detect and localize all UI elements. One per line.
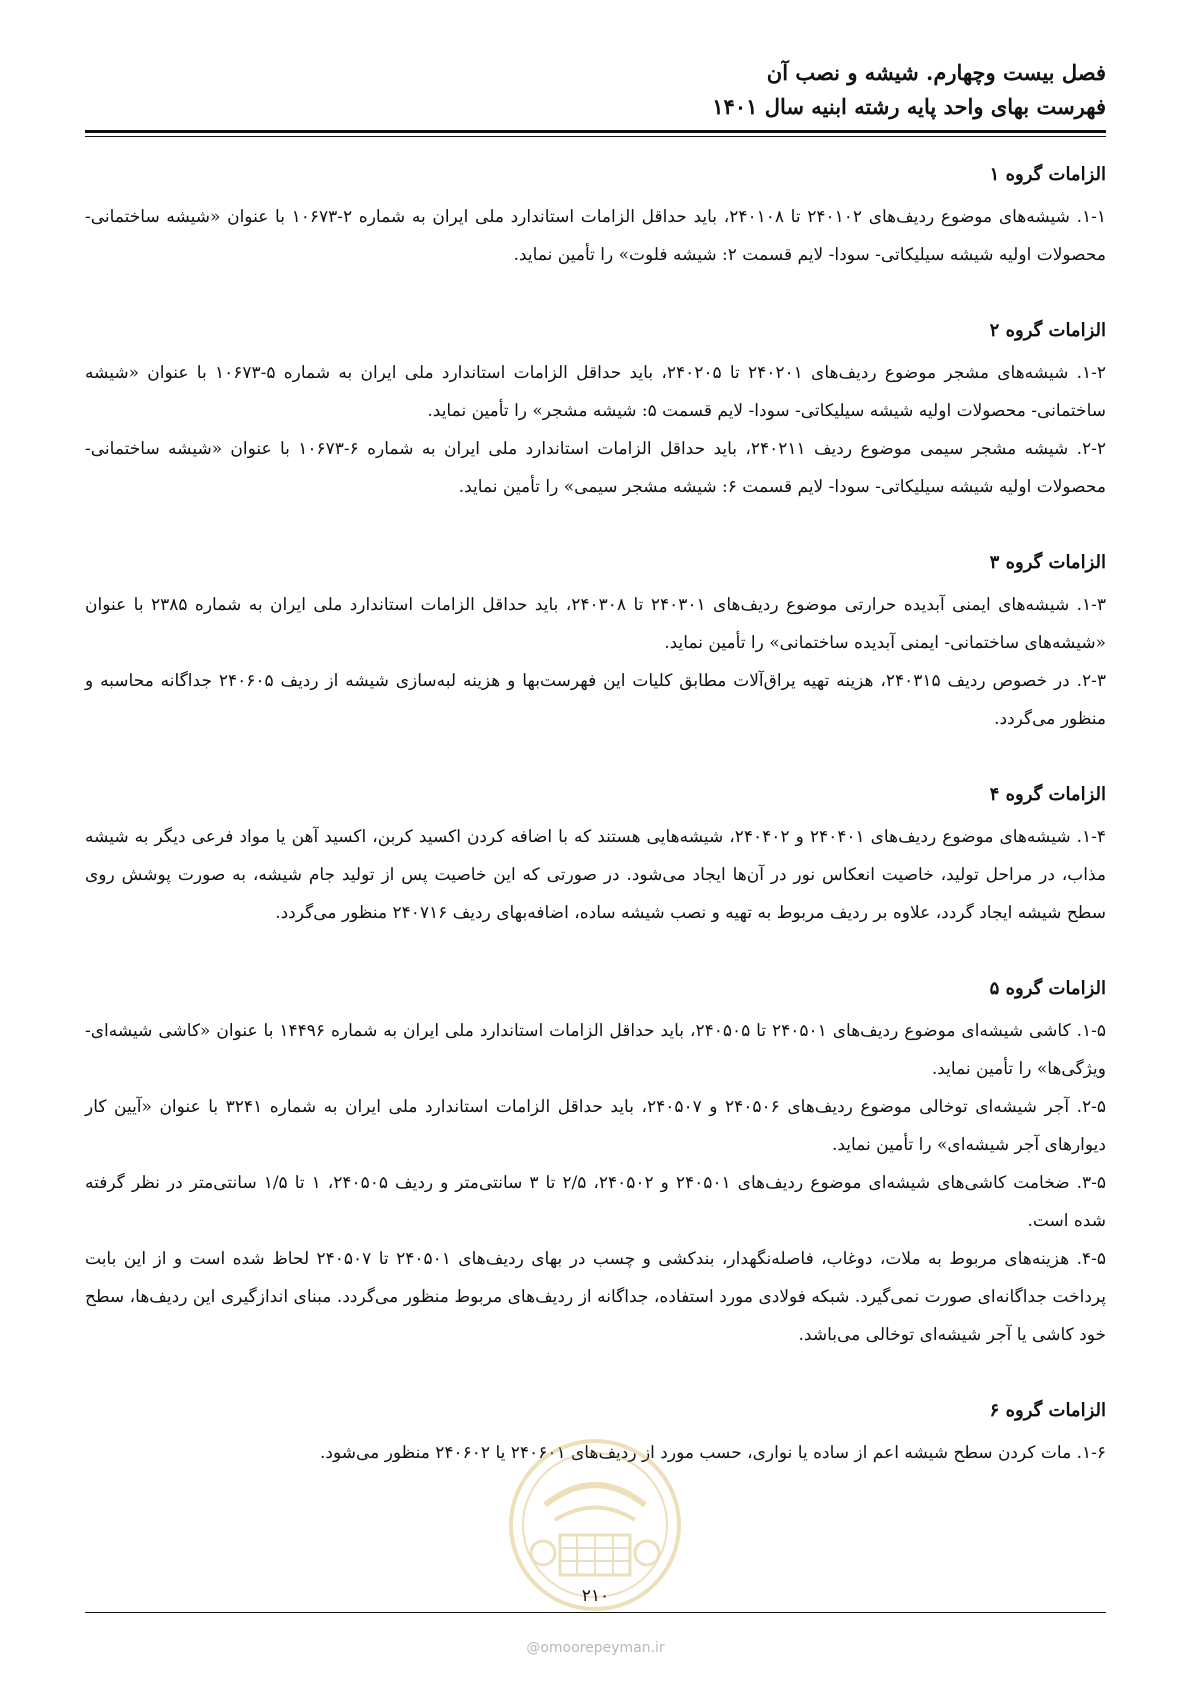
paragraph: ۳-۵. ضخامت کاشی‌های شیشه‌ای موضوع ردیف‌های ۲۴۰۵۰۱ و ۲۴۰۵۰۲، ۲/۵ تا ۳ سانتی‌متر و ردیف ۲۴۰۵۰۵، ۱ تا ۱/۵ سانتی‌متر در نظر گرفته شده است. — [85, 1173, 1107, 1231]
paragraph: ۱-۱. شیشه‌های موضوع ردیف‌های ۲۴۰۱۰۲ تا ۲۴۰۱۰۸، باید حداقل الزامات استاندارد ملی ایران به شماره ۲-۱۰۶۷۳ با عنوان «شیشه ساختمانی- محصولات اولیه شیشه سیلیکاتی- سودا- لایم قسمت ۲: شیشه فلوت» را تأمین نماید. — [85, 207, 1107, 265]
paragraph: ۴-۵. هزینه‌های مربوط به ملات، دوغاب، فاصله‌نگهدار، بندکشی و چسب در بهای ردیف‌های ۲۴۰۵۰۱ تا ۲۴۰۵۰۷ لحاظ شده است و از این بابت پرداخت جداگانه‌ای صورت نمی‌گیرد. شبکه فولادی مورد استفاده، جداگانه از ردیف‌های مربوط منظور می‌گردد. مبنای اندازگیری این ردیف‌ها، سطح خود کاشی یا آجر شیشه‌ای توخالی می‌باشد. — [85, 1249, 1106, 1345]
footer-site-link[interactable]: @omoorepeyman.ir — [526, 1640, 665, 1656]
section-group-3 — [85, 548, 1106, 738]
section-title: الزامات گروه ۲ — [989, 320, 1106, 341]
paragraph: ۲-۳. در خصوص ردیف ۲۴۰۳۱۵، هزینه تهیه یراق‌آلات مطابق کلیات این فهرست‌بها و هزینه لبه‌سازی شیشه از ردیف ۲۴۰۶۰۵ جداگانه محاسبه و منظور می‌گردد. — [85, 671, 1106, 729]
paragraph: ۲-۵. آجر شیشه‌ای توخالی موضوع ردیف‌های ۲۴۰۵۰۶ و ۲۴۰۵۰۷، باید حداقل الزامات استاندارد ملی ایران به شماره ۳۲۴۱ با عنوان «آیین کار دیوارهای آجر شیشه‌ای» را تأمین نماید. — [85, 1097, 1106, 1155]
section-group-4 — [85, 780, 1106, 932]
footer-rule — [85, 1612, 1106, 1613]
section-group-1 — [85, 160, 1106, 274]
section-group-2 — [85, 316, 1106, 506]
paragraph: ۱-۲. شیشه‌های مشجر موضوع ردیف‌های ۲۴۰۲۰۱ تا ۲۴۰۲۰۵، باید حداقل الزامات استاندارد ملی ایران به شماره ۵-۱۰۶۷۳ با عنوان «شیشه ساختمانی- محصولات اولیه شیشه سیلیکاتی- سودا- لایم قسمت ۵: شیشه مشجر» را تأمین نماید. — [85, 363, 1106, 421]
paragraph: ۱-۳. شیشه‌های ایمنی آبدیده حرارتی موضوع ردیف‌های ۲۴۰۳۰۱ تا ۲۴۰۳۰۸، باید حداقل الزامات استاندارد ملی ایران به شماره ۲۳۸۵ با عنوان «شیشه‌های ساختمانی- ایمنی آبدیده ساختمانی» را تأمین نماید. — [85, 595, 1107, 653]
page-number: ۲۱۰ — [581, 1586, 610, 1606]
page-header — [85, 56, 1106, 124]
section-group-5 — [85, 974, 1106, 1354]
section-title: الزامات گروه ۶ — [989, 1400, 1106, 1421]
section-title: الزامات گروه ۵ — [989, 978, 1106, 999]
document-title: فهرست بهای واحد پایه رشته ابنیه سال ۱۴۰۱ — [712, 94, 1106, 119]
section-title: الزامات گروه ۴ — [989, 784, 1106, 805]
section-title: الزامات گروه ۳ — [989, 552, 1106, 573]
header-rule-thin — [85, 136, 1106, 137]
paragraph: ۱-۴. شیشه‌های موضوع ردیف‌های ۲۴۰۴۰۱ و ۲۴۰۴۰۲، شیشه‌هایی هستند که با اضافه کردن اکسید کربن، اکسید آهن یا مواد فرعی دیگر به شیشه مذاب، در مراحل تولید، خاصیت انعکاس نور در آن‌ها ایجاد می‌شود. در صورتی که این خاصیت پس از تولید جام شیشه، به صورت پوشش روی سطح شیشه ایجاد گردد، علاوه بر ردیف مربوط به تهیه و نصب شیشه ساده، اضافه‌بهای ردیف ۲۴۰۷۱۶ منظور می‌گردد. — [85, 827, 1106, 923]
header-rule-thick — [85, 130, 1106, 133]
paragraph: ۱-۶. مات کردن سطح شیشه اعم از ساده یا نواری، حسب مورد از ردیف‌های ۲۴۰۶۰۱ یا ۲۴۰۶۰۲ منظور می‌شود. — [320, 1443, 1106, 1463]
paragraph: ۱-۵. کاشی شیشه‌ای موضوع ردیف‌های ۲۴۰۵۰۱ تا ۲۴۰۵۰۵، باید حداقل الزامات استاندارد ملی ایران به شماره ۱۴۴۹۶ با عنوان «کاشی شیشه‌ای- ویژگی‌ها» را تأمین نماید. — [85, 1021, 1107, 1079]
paragraph: ۲-۲. شیشه مشجر سیمی موضوع ردیف ۲۴۰۲۱۱، باید حداقل الزامات استاندارد ملی ایران به شماره ۶-۱۰۶۷۳ با عنوان «شیشه ساختمانی- محصولات اولیه شیشه سیلیکاتی- سودا- لایم قسمت ۶: شیشه مشجر سیمی» را تأمین نماید. — [85, 439, 1107, 497]
page-content — [85, 160, 1106, 1514]
section-title: الزامات گروه ۱ — [989, 164, 1106, 185]
chapter-title: فصل بیست وچهارم. شیشه و نصب آن — [766, 60, 1106, 85]
